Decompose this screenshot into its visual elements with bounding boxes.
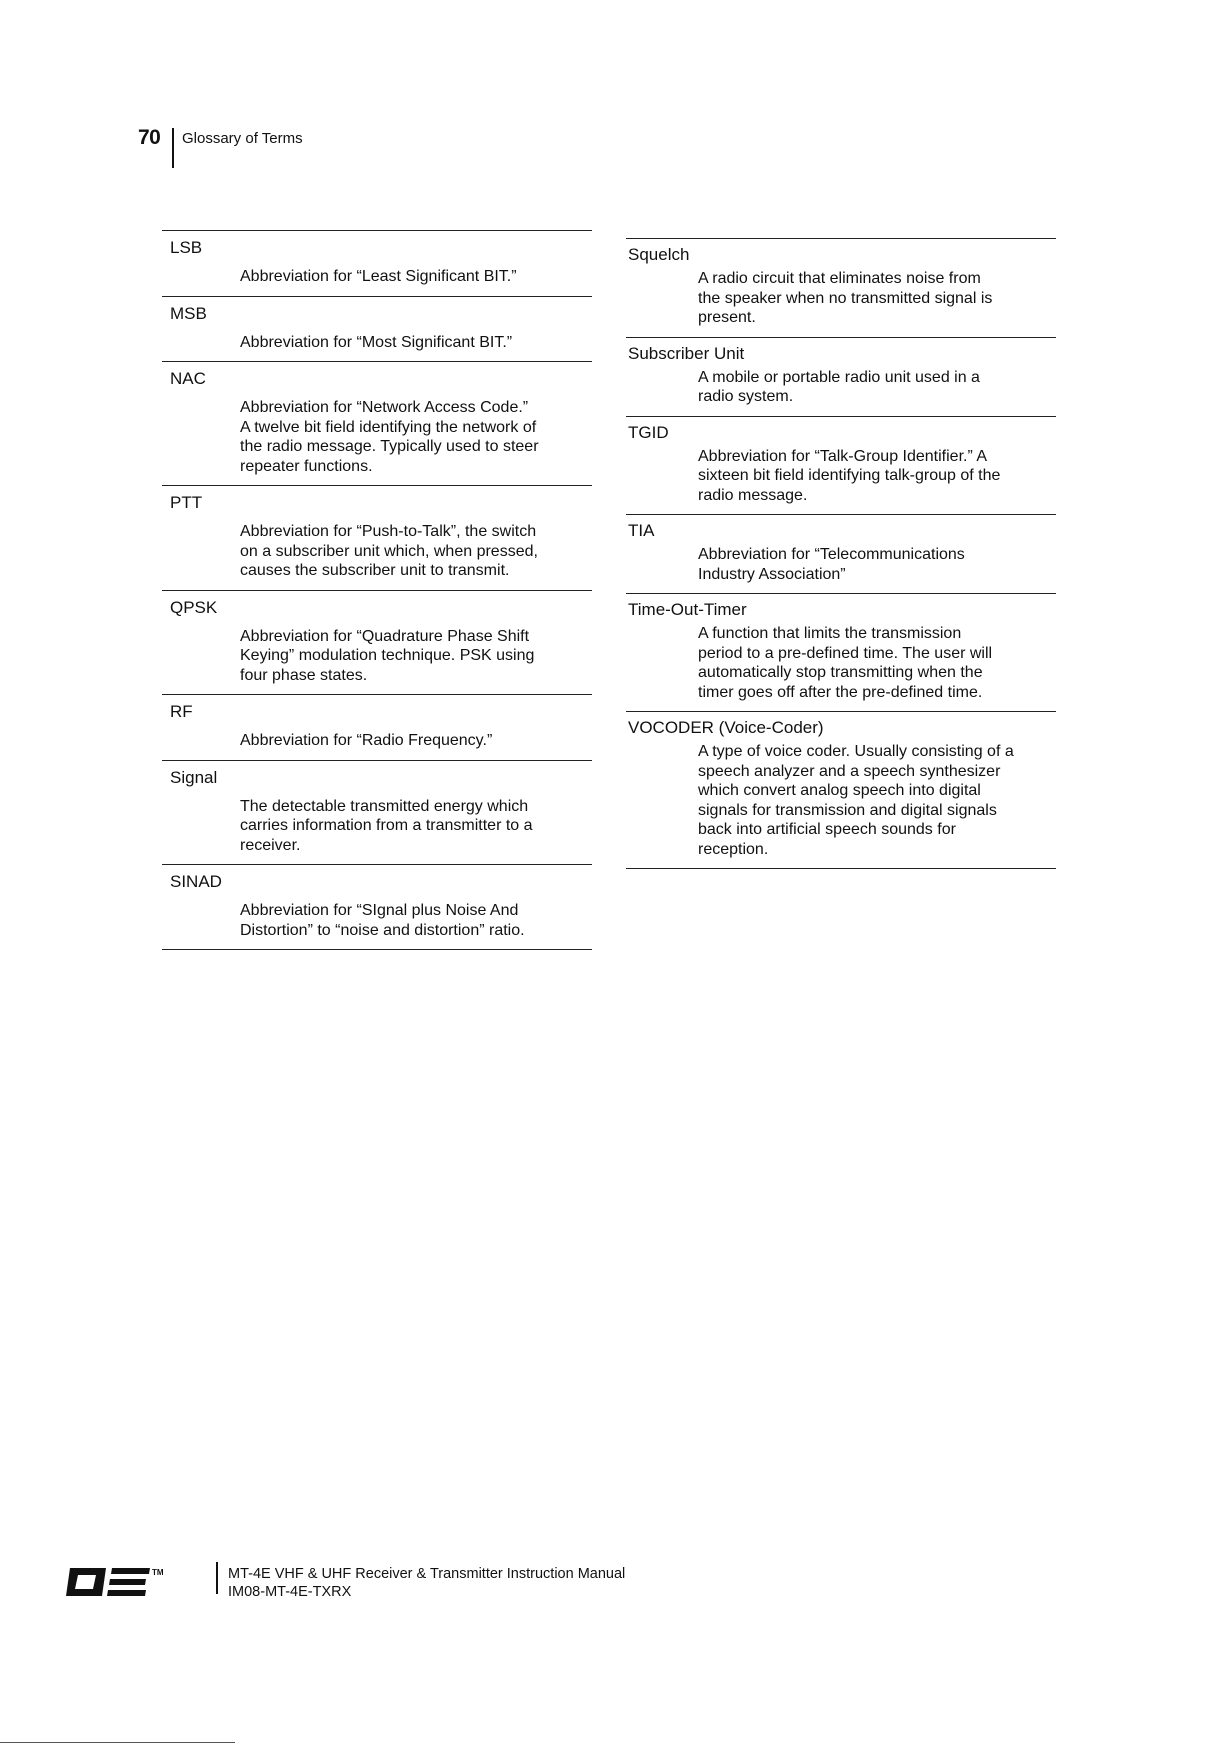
glossary-term: LSB [170,238,203,257]
trademark-mark: TM [152,1568,164,1577]
glossary-definition: The detectable transmitted energy which carries information from a transmitter to a receiver. [240,797,533,854]
glossary-entry-tgid [626,416,1056,515]
glossary-definition: Abbreviation for “Network Access Code.” A twelve bit field identifying the network of the radio message. Typically used to steer repeater functions. [240,399,539,475]
manual-title: MT-4E VHF & UHF Receiver & Transmitter Instruction Manual [228,1566,626,1582]
glossary-entry-msb [162,296,592,362]
glossary-definition: Abbreviation for “Radio Frequency.” [240,732,493,749]
glossary-definition: Abbreviation for “Talk-Group Identifier.” A sixteen bit field identifying talk-group of the radio message. [698,447,1001,504]
glossary-term: Subscriber Unit [628,343,745,363]
glossary-term: QPSK [170,597,218,617]
glossary-term: Time-Out-Timer [628,600,747,619]
glossary-term: TIA [628,521,655,540]
glossary-definition: A radio circuit that eliminates noise from the speaker when no transmitted signal is present. [698,270,993,326]
header-divider [172,128,174,168]
glossary-entry-squelch [626,238,1056,337]
glossary-entry-sinad [162,864,592,950]
glossary-definition: Abbreviation for “Push-to-Talk”, the switch on a subscriber unit which, when pressed, causes the subscriber unit to transmit. [240,523,538,579]
glossary-definition: Abbreviation for “Telecommunications Industry Association” [698,546,965,583]
glossary-column-left [162,230,592,950]
glossary-term: NAC [170,369,206,388]
glossary-definition: Abbreviation for “Quadrature Phase Shift Keying” modulation technique. PSK using four phase states. [240,627,535,684]
oe-logo-icon [66,1564,166,1600]
glossary-definition: Abbreviation for “Least Significant BIT.” [240,268,517,285]
section-title: Glossary of Terms [182,130,303,147]
glossary-entry-vocoder [626,711,1056,869]
glossary-entry-rf [162,694,592,760]
glossary-entry-qpsk [162,590,592,695]
glossary-definition: A mobile or portable radio unit used in a radio system. [698,368,980,405]
glossary-term: VOCODER (Voice-Coder) [628,718,824,737]
glossary-term: RF [170,702,193,721]
glossary-term: PTT [170,493,203,512]
glossary-entry-subscriber-unit [626,337,1056,416]
glossary-definition: Abbreviation for “Most Significant BIT.” [240,333,513,351]
glossary-term: TGID [628,422,669,442]
glossary-entry-lsb [162,230,592,296]
glossary-definition: A type of voice coder. Usually consisting of a speech analyzer and a speech synthesizer which convert analog speech into digital signals for transmission and digital signals back into artificial speech sounds for reception. [698,743,1014,858]
page-edge-line [0,1742,235,1743]
glossary-entry-signal [162,760,592,865]
glossary-entry-time-out-timer [626,593,1056,711]
glossary-term: Signal [170,767,218,787]
glossary-term: MSB [170,303,207,323]
glossary-entry-tia [626,514,1056,593]
footer-divider [216,1562,218,1594]
page-number: 70 [138,126,161,149]
glossary-term: Squelch [628,245,690,264]
glossary-definition: Abbreviation for “SIgnal plus Noise And Distortion” to “noise and distortion” ratio. [240,902,525,939]
glossary-entry-ptt [162,485,592,590]
glossary-definition: A function that limits the transmission period to a pre-defined time. The user will automatically stop transmitting when the timer goes off after the pre-defined time. [698,625,993,701]
glossary-column-right [626,238,1056,869]
glossary-entry-nac [162,361,592,485]
manual-code: IM08-MT-4E-TXRX [228,1584,352,1600]
glossary-term: SINAD [170,872,222,891]
